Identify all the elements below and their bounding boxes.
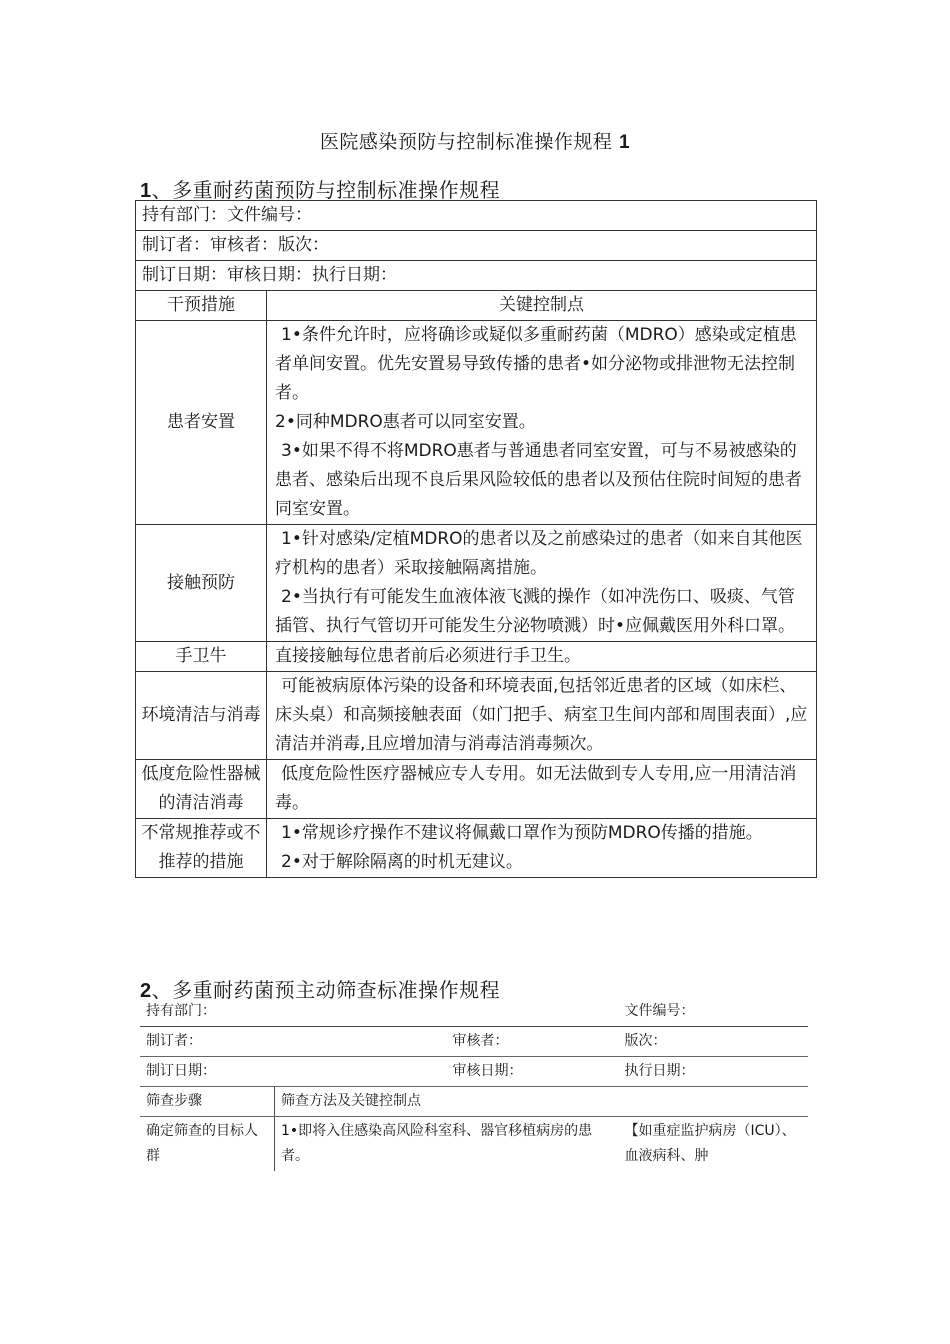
maker-label: 制订者： <box>140 1027 275 1057</box>
meta-row <box>136 261 817 291</box>
measure-cell: 接触预防 <box>136 525 267 642</box>
point-text: 1•常规诊疗操作不建议将佩戴口罩作为预防MDRO传播的措施。 <box>281 823 763 843</box>
meta-date-cell: 制订日期：审核日期：执行日期： <box>136 261 817 291</box>
spacer-cell <box>447 997 619 1027</box>
table-row <box>136 672 817 760</box>
table-row <box>136 760 817 819</box>
point-text: 低度危险性医疗器械应专人专用。如无法做到专人专用,应一用清洁消毒。 <box>275 764 797 813</box>
point-text: 2•当执行有可能发生血液体液飞溅的操作（如冲洗伤口、吸痰、气管插管、执行气管切开可能发生分泌物喷溅）时•应佩戴医用外科口罩。 <box>275 587 796 636</box>
header-measure: 干预措施 <box>136 291 267 321</box>
step-header: 筛查步骤 <box>140 1087 275 1117</box>
measure-cell: 患者安置 <box>136 321 267 525</box>
section2-title-text: 、多重耐药菌预主动筛查标准操作规程 <box>151 978 501 1002</box>
meta-row <box>140 1027 808 1057</box>
point-text: 2•同种MDRO惠者可以同室安置。 <box>275 412 536 432</box>
file-no-label: 文件编号： <box>619 997 809 1027</box>
table-row <box>136 819 817 878</box>
point-text: 1•针对感染/定植MDRO的患者以及之前感染过的患者（如来自其他医疗机构的患者）采取接触隔离措施。 <box>275 529 803 578</box>
table-row <box>136 321 817 525</box>
measure-cell: 环境清洁与消毒 <box>136 672 267 760</box>
document-title-text: 医院感染预防与控制标准操作规程 <box>319 131 613 153</box>
meta-holder-cell: 持有部门：文件编号： <box>136 201 817 231</box>
method-cell-b: 【如重症监护病房（ICU）、血液病科、肿 <box>624 1123 796 1164</box>
points-cell <box>267 819 817 878</box>
meta-row <box>140 997 808 1027</box>
table-row <box>136 642 817 672</box>
section1-title <box>140 174 500 203</box>
review-date-label: 审核日期： <box>447 1057 619 1087</box>
meta-maker-cell: 制订者：审核者：版次： <box>136 231 817 261</box>
method-header: 筛查方法及关键控制点 <box>275 1087 809 1117</box>
spacer-cell <box>275 997 447 1027</box>
points-cell <box>267 760 817 819</box>
point-text: 3•如果不得不将MDRO惠者与普通患者同室安置，可与不易被感染的患者、感染后出现不良后果风险较低的患者以及预估住院时间短的患者同室安置。 <box>275 441 802 519</box>
header-control-points: 关键控制点 <box>267 291 817 321</box>
meta-row <box>136 231 817 261</box>
points-cell <box>267 672 817 760</box>
document-title <box>0 127 950 154</box>
measure-cell: 手卫牛 <box>136 642 267 672</box>
spacer-cell <box>275 1027 447 1057</box>
point-text: 1•条件允许时，应将确诊或疑似多重耐药菌（MDRO）感染或定植患者单间安置。优先安置易导致传播的患者•如分泌物或排泄物无法控制者。 <box>275 325 797 403</box>
measure-cell: 低度危险性器械的清洁消毒 <box>136 760 267 819</box>
point-text: 直接接触每位患者前后必须进行手卫生。 <box>275 646 581 666</box>
make-date-label: 制订日期： <box>140 1057 275 1087</box>
measure-cell: 不常规推荐或不推荐的措施 <box>136 819 267 878</box>
step-cell: 确定筛查的目标人群 <box>146 1123 258 1164</box>
table-row <box>136 525 817 642</box>
method-cell-a: 1•即将入住感染高风险科室科、器官移植病房的患者。 <box>275 1117 619 1172</box>
document-title-number: 1 <box>618 132 631 153</box>
meta-row <box>140 1057 808 1087</box>
point-text: 可能被病原体污染的设备和环境表面,包括邻近患者的区域（如床栏、床头桌）和高频接触表面（如门把手、病室卫生间内部和周围表面）,应清洁并消毒,且应增加清与消毒洁消毒频次。 <box>275 676 808 754</box>
meta-row <box>136 201 817 231</box>
screening-table <box>140 997 808 1171</box>
table-row <box>140 1117 808 1172</box>
mdro-control-table <box>135 200 817 878</box>
holder-label: 持有部门： <box>140 997 275 1027</box>
reviewer-label: 审核者： <box>447 1027 619 1057</box>
header-row <box>136 291 817 321</box>
points-cell <box>267 321 817 525</box>
header-row <box>140 1087 808 1117</box>
section2-number: 2 <box>140 980 152 1002</box>
exec-date-label: 执行日期： <box>619 1057 809 1087</box>
section1-number: 1 <box>140 180 152 202</box>
points-cell <box>267 525 817 642</box>
spacer-cell <box>275 1057 447 1087</box>
point-text: 2•对于解除隔离的时机无建议。 <box>281 852 523 872</box>
version-label: 版次： <box>619 1027 809 1057</box>
section1-title-text: 、多重耐药菌预防与控制标准操作规程 <box>151 178 501 202</box>
points-cell <box>267 642 817 672</box>
